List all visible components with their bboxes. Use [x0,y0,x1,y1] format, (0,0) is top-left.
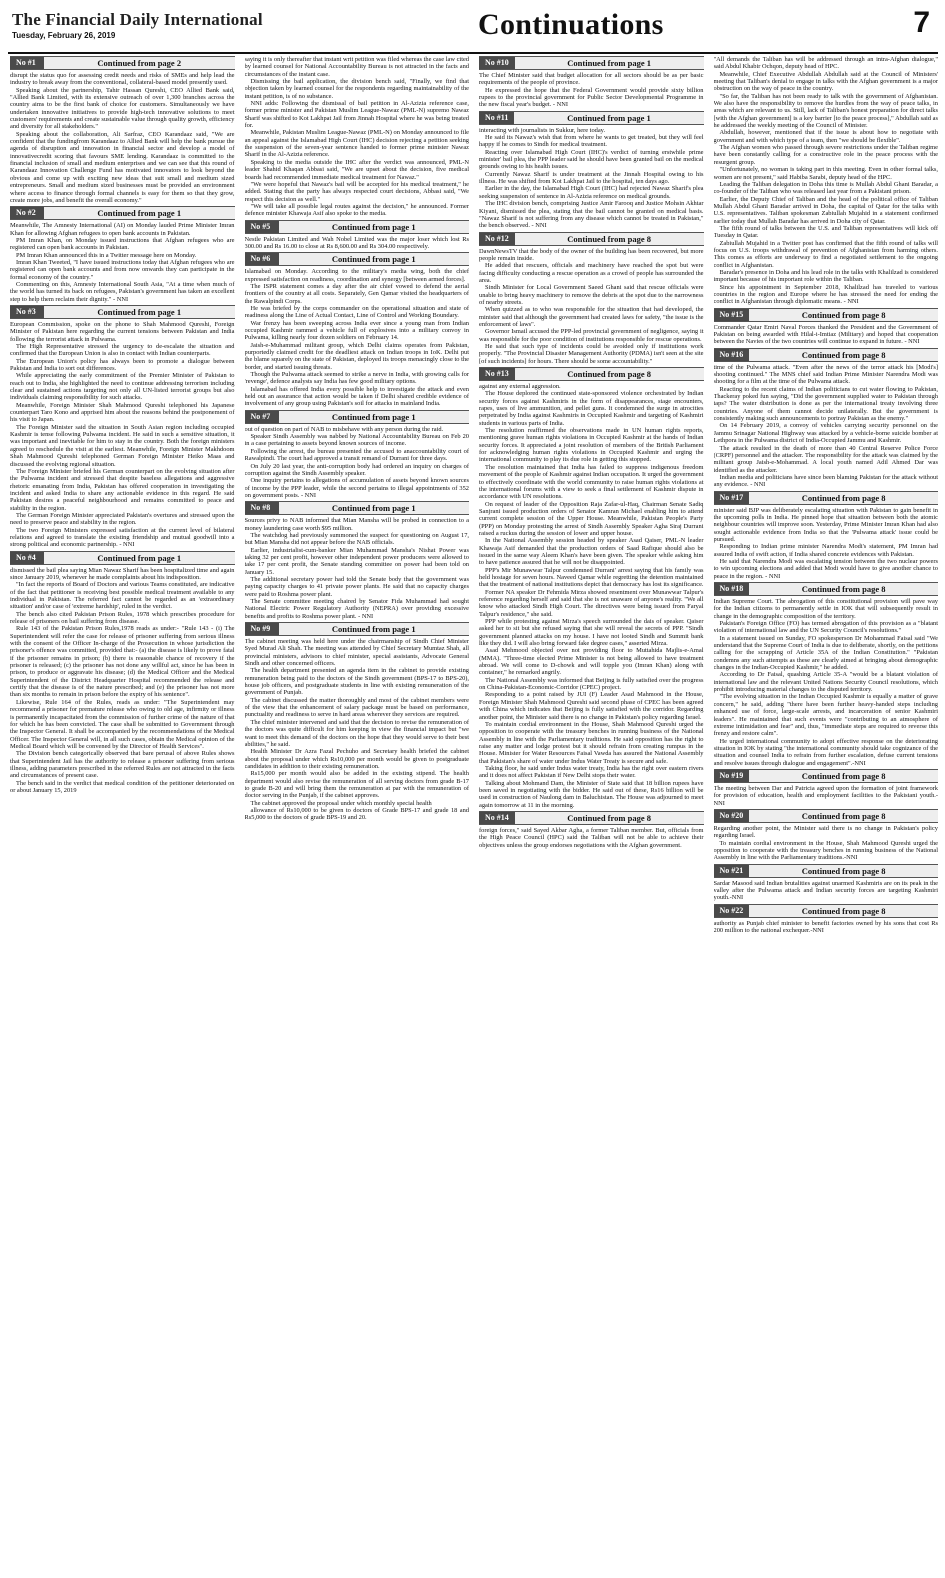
text-column [245,56,470,1572]
continuation-label: Continued from page 8 [801,309,886,320]
continuation-label: Continued from page 1 [567,112,651,123]
continuation-article [479,111,704,230]
continuation-header [10,56,235,70]
text-column [479,56,704,1572]
continuation-label: Continued from page 1 [331,254,416,265]
article-paragraph: DawnNewsTV that the body of the owner of the building has been recovered, but more people remain inside. [479,247,704,262]
issue-date: Tuesday, February 26, 2019 [12,31,116,40]
article-paragraph: foreign forces," said Sayed Akbar Agha, a former Taliban member. But, officials from the High Peace Council (HPC) said the Taliban will not be able to achieve their objectives unless the group endorses negotiations with the Afghan government. [479,826,704,849]
continuation-article [245,622,470,822]
article-paragraph: Leading the Taliban delegation in Doha this time is Mullah Abdul Ghani Baradar, a co-founder of the Taliban who was released last year from a Pakistani prison. [713,180,938,196]
article-paragraph: Rule 143 of the Pakistan Prison Rules,1978 reads as under:- "Rule 143 - (i) The Superintendent will refer the case for release of prisoner suffering from serious illness with the consent of the Officer In-charge of the Prosecution in whose jurisdiction the prisoner's offence was committed, provided that:- (a) the disease is likely to prove fatal if the prisoner remains in prison; (b) there is reasonable chance of recovery if the prisoner is released; (c) the prisoner has not done any willful act, since he has been in prison, to produce or aggravate his disease; (d) the Medical Officer and the Medical Superintendent of the District Headquarter Hospital recommended the release and certify that the disease is of the nature prescribed; and (e) the prisoner has not more than six months to remain in prison before the expiry of his sentence". [10,625,235,699]
article-paragraph: Health Minister Dr Azra Fazal Pechuho and Secretary health briefed the cabinet about the proposal under which Rs10,000 per month would be given to postgraduate candidates in addition to their existing remuneration. [244,748,469,770]
article-paragraph: Reacting over Islamabad High Court (IHC)'s verdict of turning erstwhile prime minister' bail plea, the PPP leader said he should have been granted bail on the medical grounds owing to his health issues. [479,148,704,171]
article-paragraph: Responding to Indian prime minister Narendra Modi's statement, PM Imran had assured India of swift action, if India shared concrete evidences with Pakistan. [713,543,938,558]
article-paragraph: War frenzy has been sweeping across India ever since a young man from Indian occupied Kashmir rammed a vehicle full of explosives into a military convoy in Pulwama, killing nearly four dozen soldiers on February 14. [244,319,469,342]
article-paragraph: The two Foreign Ministers expressed satisfaction at the current level of bilateral relations and agreed to translate the existing friendship and mutual goodwill into a strong political and economic partnership. - NNI [10,526,235,549]
article-paragraph: The IHC division bench, comprising Justice Amir Farooq and Justice Mohsin Akhtar Kiyani, dismissed the plea, stating that the bail cannot be granted on medical basis. "Nawaz Sharif is not suffering from any disease which cannot be treated in Pakistan," the bench observed. - NNI [479,200,704,230]
continuation-number: No #9 [245,623,279,635]
article-paragraph: Jaish-e-Muhammad militant group, which Delhi claims operates from Pakistan, purportedly claimed credit for the deadliest attack on Indian troops in IoK. Delhi put the blame squarely on the state of Pakistan, deployed its troops menacingly close to the border, and started issuing threats. [244,341,469,371]
article-paragraph: dismissed the bail plea saying Mian Nawaz Sharif has been hospitalized time and again since January 2019, whenever he made complaints about his indisposition. [10,566,235,581]
article-paragraph: The health department presented an agenda item in the cabinet to provide existing remuneration being paid to the doctors of the Sindh government (BPS-17 to BPS-20), house job officers, and postgraduate students in line with existing remuneration of the government of Punjab. [244,667,469,697]
article-paragraph: The resolution maintained that India has failed to suppress indigenous freedom movement of the people of Kashmir against Indian occupation. It urged the government to effectively coordinate with the world community to raise human rights violations at the international forums with a view to seek a final settlement of Kashmir dispute in accordance with UN resolutions. [479,463,704,501]
article-paragraph: He said its Nawaz's wish that from where he wants to get treated, but they will feel happy if he comes to Sindh for medical treatment. [479,134,704,149]
article-paragraph: Though the Pulwama attack seemed to strike a nerve in India, with growing calls for 'revenge', defence analysts say India has few good military options. [244,371,469,386]
continuation-number: No #4 [10,552,44,564]
continuation-label: Continued from page 1 [331,624,416,635]
continuation-header [245,622,470,636]
continuation-header [245,501,470,515]
article-paragraph: Earlier in the day, the Islamabad High Court (IHC) had rejected Nawaz Sharif's plea seeking suspension of sentence in Al-Azizia reference on medical grounds. [479,185,704,200]
article-paragraph: "So far, the Taliban has not been ready to talk with the government of Afghanistan. We also have the responsibility to remove the hurdles from the way of peace talks, in areas which are relevant to us. Still, lack of Taliban's honest preparation for direct talks [with the Afghan government] is a key barrier [to the peace process]," Abdullah said as he addressed the weekly meeting of the Council of Minister. [713,92,938,130]
continuation-article [479,232,704,366]
continuation-label: Continued from page 8 [567,369,651,380]
article-paragraph: "We were hopeful that Nawaz's bail will be accepted for his medical treatment," he added. Stating that the party has always respected court decisions, Abbasi said, "We respect this decision as well." [244,180,469,203]
article-paragraph: While appreciating the early commitment of the Premier Minister of Pakistan to reach out to India, she highlighted the need to continue addressing terrorism including clear and sustained actions targeting not only all UN-listed terrorist groups but also individuals claiming responsibility for such attacks. [10,372,235,402]
text-column [714,56,939,1572]
continuation-header [714,308,939,322]
article-paragraph: Taking floor, he said under Indus water treaty, India has the right over eastern rivers and it does not affect Pakistan if New Delhi stops their water. [479,764,704,780]
article-paragraph: Currently Nawaz Sharif is under treatment at the Jinnah Hospital owing to his illness. He was shifted from Kot Lakhpat Jail to the hospital, ten days ago. [479,170,704,186]
article-paragraph: PM Imran Khan, on Monday issued instructions that Afghan refugees who are registered can open bank accounts in Pakistan. [10,236,235,252]
article-paragraph: He urged international community to adopt effective response on the deteriorating situation in IOK by stating "the international community should take cognizance of the situation and counsel India to refrain from further escalation, defuse current tensions and resolve issues through dialogue and engagement".-NNI [713,737,938,767]
continuation-label: Continued from page 1 [331,221,416,232]
article-paragraph: "The evolving situation in the Indian Occupied Kashmir is equally a matter of grave concern," he said, adding "there have been further heavy-handed steps including enhanced use of force, large-scale arrests, and incarceration of senior Kashmiri leaders". He maintained that such events were "contributing to an atmosphere of extreme intimidation and fear" and, thus, "immediate steps are required to reverse this frenzy and restore calm". [713,693,938,738]
continuation-number: No #22 [714,905,750,917]
article-paragraph: The cabinet approved the proposal under which monthly special health [250,799,432,807]
continuation-label: Continued from page 8 [801,810,886,821]
continuation-number: No #5 [245,221,279,233]
continuation-label: Continued from page 8 [801,905,886,916]
article-paragraph: Speaker Sindh Assembly was nabbed by National Accountability Bureau on Feb 20 in a case pertaining to assets beyond known sources of income. [244,433,469,448]
article-paragraph: Nestle Pakistan Limited and Wah Nobel Limited was the major loser which lost Rs 300.00 and Rs 16.00 to close at Rs 8,600.00 and Rs 304.00 respectively. [244,235,469,250]
continuation-number: No #18 [714,583,750,595]
continuation-number: No #19 [714,770,750,782]
article-paragraph: "Unfortunately, no woman is taking part in this meeting. Even in other formal talks, women are not present," said Habiba Sarabi, deputy head of the HPC. [713,166,938,181]
article-paragraph: Responding to a point raised by JUI (F) Leader Asad Mahmood in the House, Foreign Minister Shah Mahmood Qureshi said second phase of CPEC has been agreed with China which indicates that Beijing is fully satisfied with the corridor. Regarding another point, the Minister said there is no change in Pakistan's policy regarding Israel. [479,691,704,721]
article-paragraph: The ISPR statement comes a day after the air chief vowed to defend the aerial frontiers of the country at all costs. Separately, Gen Qamar visited the headquarters of the Rawalpindi Corps. [244,282,469,305]
continuation-number: No #14 [479,812,515,824]
continuation-number: No #13 [479,368,515,380]
paper-name: The Financial Daily International [12,10,263,29]
continuation-label: Continued from page 8 [801,865,886,876]
continuation-article [10,56,235,204]
article-paragraph: minister said BJP was deliberately escalating situation with Pakistan to gain benefit in the upcoming polls in India. He pinned hope that situation between both the atomic neighbour countries will improve soon. Yesterday, Prime Minister Imran Khan had also sought actionable evidence from India so that the 'Pulwama attack' issue could be pursued. [713,506,938,543]
article-paragraph: The watchdog had previously summoned the suspect for questioning on August 17, but Mian Mansha did not appear before the NAB officials. [244,531,469,547]
article-paragraph: Meanwhile, Foreign Minister Shah Mahmood Qureshi telephoned his Japanese counterpart Taro Kono and apprised him about the reasons behind the postponement of his visit to Japan. [10,401,235,424]
article-paragraph: The additional secretary power had told the Senate body that the government was paying capacity charges to 41 private power plants. He said that no capacity charges were paid to Roshma power plant. [244,575,469,598]
article-paragraph: Zabiullah Mujahid in a Twitter post has confirmed that the fifth round of talks will focus on U.S. troops withdrawal of prevention of Afghanistan from harming others. This comes as efforts are underway to find a negotiated settlement to the ongoing conflict in Afghanistan. [713,239,938,269]
continuation-label: Continued from page 8 [801,492,886,503]
section-title: Continuations [478,8,664,41]
continuation-number: No #12 [479,233,515,245]
article-paragraph: Earlier, industrialist-cum-banker Mian Muhammad Mansha's Nishat Power was taking 32 per cent profit, however other independent power producers were allowed to take 17 per cent profit, the Senate standing committee on power had been told on January 15. [244,546,469,576]
continuation-number: No #10 [479,57,515,69]
continuation-number: No #6 [245,253,279,265]
continuation-article [479,811,704,849]
article-paragraph: The cabinet discussed the matter thoroughly and most of the cabinet members were of the view that the enhancement of salary package must be based on performance, punctuality and readiness to serve in hard areas wherever they services are required. [244,696,469,719]
article-paragraph: saying it is only thereafter that instant writ petition was filed whereas the case law cited by learned counsel for National Accountability Bureau is not attracted in the facts and circumstances of the instant case. [244,56,469,78]
article-paragraph: Indian media and politicians have since been blaming Pakistan for the attack without any evidence. - NNI [713,473,938,489]
continuation-article [245,220,470,251]
article-paragraph: Islamabad on Monday. According to the military's media wing, both the chief expressed satisfaction on readiness, coordination and synergy [between armed forces]. [244,268,469,283]
continuation-header [479,111,704,125]
article-paragraph: One inquiry pertains to allegations of accumulation of assets beyond known sources of income by the PPP leader, while the second pertains to illegal appointments of 352 on government posts. - NNI [244,477,469,499]
continuation-article [714,348,939,489]
article-paragraph: Sources privy to NAB informed that Mian Mansha will be probed in connection to a money laundering case worth $95 million. [244,517,469,532]
article-paragraph: The Senate committee meeting chaired by Senator Fida Muhammad had sought National Electric Power Regulatory Authority (NEPRA) over providing excessive benefits and profits to Roshma power plant. - NNI [244,598,469,620]
article-paragraph: time of the Pulwama attack. "Even after the news of the terror attack his [Modi's] shooting continued." The MNS chief said Indian Prime Minister Narendra Modi was shooting for a film at the time of the Pulwama attack. [713,363,938,386]
continuation-label: Continued from page 2 [97,58,182,68]
article-paragraph: The National Assembly was informed that Beijing is fully satisfied over the progress on China-Pakistan-Economic-Corridor (CPEC) project. [479,676,704,692]
continuation-number: No #11 [479,112,514,124]
article-paragraph: Sardar Masood said Indian brutalities against unarmed Kashmiris are on its peak in the valley after the Pulwama attack and Indian security forces are targeting Kashmiri youth.-NNI [713,879,938,902]
continuation-label: Continued from page 8 [801,584,886,594]
continuation-label: Continued from page 1 [97,306,182,317]
article-paragraph: The Division bench categorically observed that bare perusal of above Rules shows that Superintendent Jail has the authority to release a prisoner suffering from serious illness, adding parameters prescribed in the referred Rules are not attracted in the facts and circumstances of present case. [10,750,235,780]
continuation-label: Continued from page 1 [97,552,182,563]
continuation-number: No #2 [10,207,44,219]
continuation-label: Continued from page 8 [801,770,886,781]
article-paragraph: In the National Assembly session headed by speaker Asad Qaiser, PML-N leader Khawaja Asif demanded that the production orders of Saad Rafique should also be issued in the same way Aleem Khan's have been given. The speaker while asking him to have patience assured that he will not be disappointed. [479,537,704,567]
continuation-header [10,551,235,565]
article-paragraph: The attack resulted in the death of more than 40 Central Reserve Police Force (CRPF) personnel and the attacker. The responsibility for the attack was claimed by the militant group Jaish-e-Mohammad. A local youth named Adil Ahmed Dar was identified as the attacker. [713,444,938,474]
article-paragraph: In a statement issued on Sunday, FO spokesperson Dr Mohammad Faisal said "We understand that the Supreme Court of India is due to deliberate, shortly, on the petitions calling for the scrapping of Article 35A of the Indian Constitution." "Pakistan condemns any such attempts as these are clearly aimed at bringing about demographic changes in the Indian-Occupied Kashmir," he added. [713,634,938,672]
article-paragraph: "In fact the reports of Board of Doctors and various Teams constituted, are indicative of the fact that petitioner is receiving best possible medical treatment available to any individual in Pakistan. The referred fact cannot be regarded as an 'extraordinary situation' and/or case of 'extreme hardship', ruled in the verdict. [10,581,235,611]
article-paragraph: On July 20 last year, the anti-corruption body had ordered an inquiry on charges of corruption against the Sindh Assembly speaker. [244,462,469,477]
continuation-header [10,305,235,319]
article-paragraph: The cabinet meeting was held here under the chairmanship of Sindh Chief Minister Syed Murad Ali Shah. The meeting was attended by Chief Secretary Mumtaz Shah, all provincial ministers, advisors to chief minister, special assistants, Advocate General Sindh and other concerned officers. [244,638,469,668]
continuation-article [10,206,235,303]
article-paragraph: He said that Narendra Modi was escalating tension between the two nuclear powers to win upcoming elections and added that Modi would have to give another chance to peace in the region. - NNI [713,557,938,580]
article-paragraph: PPP's Mir Munawwar Talpur condemned Durrani' arrest saying that his family was held hostage for seven hours. Naveed Qamar while regretting the detention maintained that the treatment of national institutions depict that democracy has lost its significance. [479,566,704,589]
continuation-number: No #17 [714,492,750,504]
article-paragraph: authority as Punjab chief minister to benefit factories owned by his sons that cost Rs 200 million to the national exchequer.-NNI [713,919,938,935]
article-paragraph: Reacting to the recent claims of Indian politicians to cut water flowing to Pakistan, Thackeray poked fun saying, "Did the government supplied water to Pakistan through taps? The water distribution is done as per the international treaty involving three countries. Anyone of them cannot decide unilaterally. But the government is consistently making such announcements to portray Pakistan as the enemy." [713,385,938,423]
continuation-header [479,232,704,246]
article-paragraph: The bench also cited Pakistan Prison Rules, 1978 which prescribes procedure for release of prisoners on bail suffering from disease. [10,610,235,626]
article-paragraph: Meanwhile, Chief Executive Abdullah Abdullah said at the Council of Ministers' meeting that Taliban's denial to engage in talks with the Afghan government is a major obstruction on the way of peace in the country. [713,70,938,93]
article-paragraph: The Chief Minister said that budget allocation for all sectors should be as per basic requirements of the people of province. [479,72,704,87]
continuation-article [10,305,235,549]
article-paragraph: Imran Khan Tweeted, "I have issued instructions today that Afghan refugees who are registered can open bank accounts and from now onwards they can participate in the formal economy of the country." [10,258,235,281]
continuation-header [714,348,939,362]
continuation-header [714,864,939,878]
continuation-header [245,220,470,234]
continuation-label: Continued from page 1 [331,503,416,514]
continuation-number: No #7 [245,411,279,423]
article-paragraph: PPP while protesting against Mirza's speech surrounded the dais of speaker. Qaiser asked her to sit but she refused saying that she will reveal the secrets of PPP. "Sindh government planned attacks on my house. I have not looted Sindh and Summit bank like they did. I will also bring forward fake degree cases," asserted Mirza. [479,618,704,648]
article-paragraph: Meanwhile, Pakistan Muslim League-Nawaz (PML-N) on Monday announced to file an appeal against the Islamabad High Court (IHC) decision rejecting a petition seeking the suspension of the seven-year sentence handed to former prime minister Nawaz Sharif in the Al-Azizia reference. [244,129,469,159]
continuation-number: No #21 [714,865,750,877]
continuation-header [479,367,704,381]
article-paragraph: PM Imran Khan announced this in a Twitter message here on Monday. [16,251,197,259]
article-paragraph: The Foreign Minister said the situation in South Asian region including occupied Kashmir is tense following Pulwama incident. He said in such a sensitive situation, it was important and inevitable for him to stay in the country. Both the foreign ministers agreed to reschedule the visit at the earliest. Meanwhile, Foreign Minister Makhdoom Shah Mahmood Qureshi telephoned German Foreign Minister Heiko Maas and discussed the evolving regional situation. [10,423,235,468]
article-paragraph: When quizzed as to who was responsible for the situation that had developed, the minister said that although the government had created laws for safety, "the issue is the enforcement of laws". [479,306,704,328]
article-paragraph: The European Union's policy has always been to promote a dialogue between Pakistan and India to sort out differences. [10,357,235,373]
article-paragraph: He added that rescuers, officials and machinery have reached the spot but were facing difficulty conducting a rescue operation as a crowd of people has surrounded the area. [479,262,704,284]
article-paragraph: Abdullah, however, mentioned that if the issue is about how to negotiate with government and with which type of a team, then "we should be flexible". [713,129,938,144]
continuation-article [714,491,939,580]
article-paragraph: Speaking to the media outside the IHC after the verdict was announced, PML-N leader Shahid Khaqan Abbasi said, "We are upset about the decision, five medical boards had recommended immediate medical treatment for Nawaz." [244,158,469,181]
article-paragraph: Pakistan's Foreign Office (FO) has termed abrogation of this provision as a "blatant violation of international law and the UN Security Council's resolutions." [713,620,938,635]
continuation-header [245,252,470,266]
article-paragraph: The House deplored the continued state-sponsored violence orchestrated by Indian security forces against Kashmiris in the form of disappearances, stage encounters, rapes, uses of live ammunition, and pellet guns. It condemned the surge in atrocities perpetrated by India against Kashmiris in Occupied Kashmir and targeting of Kashmiri students in various parts of India. [479,390,704,427]
continuation-number: No #20 [714,810,750,822]
article-paragraph: Islamabad has offered India every possible help to investigate the attack and even held out an assurance that action would be taken if Delhi shared credible evidence of involvement of any group using Pakistan's soil for attacks in mainland India. [244,385,469,408]
article-paragraph: out of question on part of NAB to misbehave with any person during the raid. [244,425,444,433]
article-paragraph: He was briefed by the corps commander on the operational situation and state of readiness along the Line of Actual Contact, Line of Control and Working Boundary. [244,304,469,320]
article-paragraph: He said that such type of incidents could be avoided only if institutions work properly. "The Provincial Disaster Management Authority (PDMA) isn't seen at the site [of such incidents] for hours. There should be some accountability." [479,343,704,365]
continuation-number: No #3 [10,306,44,318]
article-paragraph: Meanwhile, The Amnesty International (AI) on Monday lauded Prime Minister Imran Khan for allowing Afghan refugees to open bank accounts in Pakistan. [10,222,235,237]
continuation-header [479,811,704,825]
article-paragraph: Following the arrest, the bureau presented the accused to anaccountability court of Rawalpindi. The court had approved a transit remand of Durrani for three days. [244,447,469,463]
article-paragraph: disrupt the status quo for assessing credit needs and risks of SMEs and help lead the industry to break away from the conventional, collateral-based model presently used. [10,72,235,87]
continuation-article [245,56,470,218]
article-paragraph: Regarding another point, the Minister said there is no change in Pakistan's policy regarding Israel. [713,824,938,840]
continuation-article [714,904,939,935]
article-columns [10,56,938,1572]
continuation-article [245,501,470,620]
continuation-article [714,582,939,767]
article-paragraph: European Commission, spoke on the phone to Shah Mahmood Qureshi, Foreign Minister of Pakistan here regarding the current tensions between Pakistan and India following the terrorist attack in Pulwama. [10,320,235,343]
article-paragraph: interacting with journalists in Sukkur, here today. [479,126,606,134]
article-paragraph: On 14 February 2019, a convoy of vehicles carrying security personnel on the Jammu Srinagar National Highway was attacked by a vehicle-borne suicide bomber at Lethpora in the Pulwama district of India-Occupied Jammu and Kashmir. [713,422,938,445]
article-paragraph: Commander Qatar Emiri Naval Forces thanked the President and the Government of Pakistan on being awarded with Hilal-i-Imtiaz (Military) and hoped that cooperation between the Navies of the two countries will continue to expand in future. - NNI [713,323,938,346]
continuation-number: No #16 [714,349,750,361]
continuation-article [714,809,939,862]
article-paragraph: Indian Supreme Court. The abrogation of this constitutional provision will pave way for the Indian citizens to permanently settle in IOK that will subsequently result in change in the demographic composition of the territory. [713,598,938,620]
article-paragraph: Rs15,000 per month would also be added in the existing stipend. The health department would also revise the remuneration of all serving doctors from grade B-17 to grade B-20 and will bring them the remuneration at par with the remuneration of doctor serving in the Punjab, if the cabinet approves. [244,770,469,800]
article-paragraph: The High Representative stressed the urgency to de-escalate the situation and confirmed that the European Union is also in contact with Indian counterparts. [10,343,235,358]
continuation-label: Continued from page 8 [567,233,651,244]
continuation-label: Continued from page 1 [97,208,182,219]
continuation-article [714,864,939,902]
continuation-header [245,410,470,424]
continuation-header [714,582,939,596]
continuation-article [479,56,704,109]
article-paragraph: Asad Mehmood objected over not providing floor to Muttahida Majlis-e-Amal (MMA). "Three-time elected Prime Minister is not being allowed to have treatment abroad. We will come to D-chowk and will topple you (Imran Khan) along with container," he remarked angrily. [479,647,704,677]
continuation-header [714,809,939,823]
article-paragraph: The meeting between Dar and Patricia agreed upon the formation of joint framework for provision of education, health and employment facilities to the Pakistani youth.-NNI [713,784,938,807]
article-paragraph: The German Foreign Minister appreciated Pakistan's overtures and stressed upon the need to preserve peace and stability in the region. [10,511,235,527]
article-paragraph: Earlier, the Deputy Chief of Taliban and the head of the political office of Taliban Mullah Abdul Ghani Baradar arrived in Doha, the capital of Qatar for the talks with U.S. representatives. Taliban spokesman Zabiullah Mujahid in a statement confirmed earlier today that Mullah Baradar has arrived in Doha city of Qatar. [713,195,938,225]
article-paragraph: The Afghan women who passed through severe restrictions under the Taliban regime have been constantly calling for a constructive role in the peace process with the resurgent group. [713,144,938,166]
continuation-article [245,410,470,499]
article-paragraph: Baradar's presence in Doha and his lead role in the talks with Khalilzad is considered important because of his important role within the Taliban. [713,268,938,284]
article-paragraph: The fifth round of talks between the U.S. and Taliban representatives will kick off Tuesday in Qatar. [713,224,938,240]
text-column [10,56,235,1572]
continuation-number: No #1 [10,57,44,69]
article-paragraph: The chief minister intervened and said that the decision to revise the remuneration of the doctors was quite difficult for him keeping in view the financial impact but "we want to meet this demand of the doctors on the hope that they would serve to their best abilities," he said. [244,718,469,748]
continuation-header [714,904,939,918]
article-paragraph: Former NA speaker Dr Fehmida Mirza showed resentment over Munawwar Talpur's reference regarding herself and said that she is not unaware of anyone's reality. "We all know who attacked Sindh High Court. The directives were being issued from Faryal Talpur's residence," she said. [479,588,704,618]
article-paragraph: Sindh Minister for Local Government Saeed Ghani said that rescue officials were unable to bring heavy machinery to remove the debris at the spot due to the narrowness of nearby streets. [479,284,704,306]
article-paragraph: NNI adds: Following the dismissal of bail petition in Al-Azizia reference case, former prime minister and Pakistan Muslim League-Nawaz (PML-N) supremo Nawaz Sharif was shifted to Kot Lakhpat Jail from Jinnah Hospital where he was being treated for. [244,100,469,130]
continuation-article [245,252,470,408]
article-paragraph: To maintain cordial environment in the House, Shah Mahmood Qureshi urged the opposition to cooperate with the treasury benches in running business of the National Assembly in line with the Parliamentary traditions. He said opposition has the right to raise any matter and lodge protest but it should refrain from creating rumpus in the House. Minister for Water Resources Faisal Vawda has assured the National Assembly that Pakistan's share of water under Indus Water Treaty is secure and safe. [479,720,704,765]
continuation-label: Continued from page 1 [331,411,416,422]
continuation-article [714,769,939,807]
article-paragraph: Dismissing the bail application, the division bench said, "Finally, we find that objection taken by learned counsel for the respondents regarding maintainability of the instant petition, is of no substance. [244,78,469,100]
article-paragraph: On request of leader of the Opposition Raja Zafar-ul-Haq, Chairman Senate Sadiq Sanjrani issued production orders of Senator Kamran Michael enabling him to attend current complete session of the Upper House. Meanwhile, Pakistan People's Party (PPP) on Monday protesting the arrest of Sindh Assembly Speaker Agha Siraj Durrani raised a ruckus during the session of lower and upper house. [479,500,704,537]
continuation-label: Continued from page 1 [567,58,651,68]
article-paragraph: Governor Ismail accused the PPP-led provincial government of negligence, saying it was responsible for the poor condition of institutions responsible for rescue operations. [479,328,704,343]
article-paragraph: The bench said in the verdict that medical condition of the petitioner deteriorated on or about January 15, 2019 [10,779,235,794]
article-paragraph: The resolution reaffirmed the observations made in UN human rights reports, mentioning grave human rights violations in Occupied Kashmir at the hands of Indian security forces. It appreciated a joint resolution of members of the British Parliament for acknowledging human rights violations in Occupied Kashmir and urging the international community to play its due role in getting this stopped. [479,427,704,464]
continuation-article [714,56,939,306]
continuation-article [479,367,704,809]
article-paragraph: According to Dr Faisal, quashing Article 35-A "would be a blatant violation of international law and the relevant United Nations Security Council resolutions, which prohibit introducing material changes to the disputed territory. [713,671,938,694]
article-paragraph: The Foreign Minister briefed his German counterpart on the evolving situation after the Pulwama incident and stressed that despite baseless allegations and aggressive rhetoric emanating from India, Pakistan has offered cooperation in investigating the incident and asked India to share any actionable evidence in this regard. He said Pakistan desires a peaceful neighbourhood and remains committed to peace and stability in the region. [10,467,235,512]
continuation-number: No #15 [714,309,750,321]
continuation-article [714,308,939,346]
masthead-left [12,10,263,40]
page-number: 7 [913,6,930,39]
masthead [8,4,938,54]
continuation-label: Continued from page 8 [801,349,886,360]
article-paragraph: To maintain cordial environment in the House, Shah Mahmood Qureshi urged the opposition to cooperate with the treasury benches in running business of the National Assembly in line with the Parliamentary traditions.-NNI [713,839,938,862]
continuation-number: No #8 [245,502,279,514]
article-paragraph: Speaking about the partnership, Tahir Hassan Qureshi, CEO Allied Bank said, "Allied Bank Limited, with its extensive outreach of over 1,300 branches across the country aims to be the first bank of choice for customers. Simultaneously we have undertaken innovative initiatives to provide high-tech innovative solutions to meet customers' requirements and create sustainable value through quality growth, efficiency and diversity for all stakeholders." [10,86,235,131]
continuation-label: Continued from page 8 [567,812,651,823]
continuation-header [10,206,235,220]
continuation-article [10,551,235,795]
article-paragraph: against any external aggression. [479,383,561,391]
article-paragraph: "We will take all possible legal routes against the decision," he announced. Former defence minister Khawaja Asif also spoke to the media. [244,202,469,218]
article-paragraph: Since his appointment in September 2018, Khalilzad has traveled to various countries in the region and Europe where he has stressed the need for ending the conflict in Afghanistan through diplomatic means. - NNI [713,283,938,306]
article-paragraph: He expressed the hope that the Federal Government would provide sixty billion rupees to the provincial government for Public Sector Developmental Programme in the new fiscal year's budget. - NNI [479,86,704,109]
continuation-header [714,491,939,505]
article-paragraph: "All demands the Taliban has will be addressed through an intra-Afghan dialogue," said Abdul Khabir Ochqon, deputy head of HPC. [713,56,938,71]
continuation-header [714,769,939,783]
article-paragraph: Speaking about the collaboration, Ali Sarfraz, CEO Karandaaz said, "We are confident that the fundingfrom Karandaaz to Allied Bank will help the bank pursue the agenda of disruption and innovation in financial sector and develop a model of innovativecredit scoring that favours SME lending. Karandaaz is committed to the financial inclusion of small and medium enterprises and we can see that this round of Karandaaz Innovation Challenge Fund has motivated innovators to look beyond the obvious and come up with exciting new ideas that suit small and medium sized entrepreneurs. Small and medium sized businesses must be provided an environment where access to finance through formal channels is easy for them so that they grow, create more jobs, and benefit the overall economy." [10,130,235,204]
article-paragraph: allowance of Rs10,000 to be given to doctors of Grade BPS-17 and grade 18 and Rs5,000 to the doctors of grade BPS-19 and 20. [244,806,469,822]
article-paragraph: Talking about Mohmand Dam, the Minister of State said that 18 billion rupees have been saved in negotiating with the bidder. He said out of these, Rs16 billion will be used in construction of Naulong dam in Baluchistan. The House was adjourned to meet again tomorrow at 11 in the morning. [479,779,704,809]
article-paragraph: Commenting on this, Amnesty International South Asia, "At a time when much of the world has turned its back on refugees, Pakistan's government has taken an excellent step to help them reclaim their dignity." - NNI [10,280,235,303]
article-paragraph: Likewise, Rule 164 of the Rules, reads as under: "The Superintendent may recommend a prisoner for premature release who owing to old age, infirmity or illness is permanently incapacitated from the commission of further crime of the nature of that for which he has been convicted. The case shall be submitted to Government through the Inspector General. It shall be accompanied by the recommendations of the Medical Officer. The Inspector General will, in all such cases, obtain the Medical opinion of the Medical Board which will be convened by the Director of Health Services". [10,698,235,750]
continuation-header [479,56,704,70]
